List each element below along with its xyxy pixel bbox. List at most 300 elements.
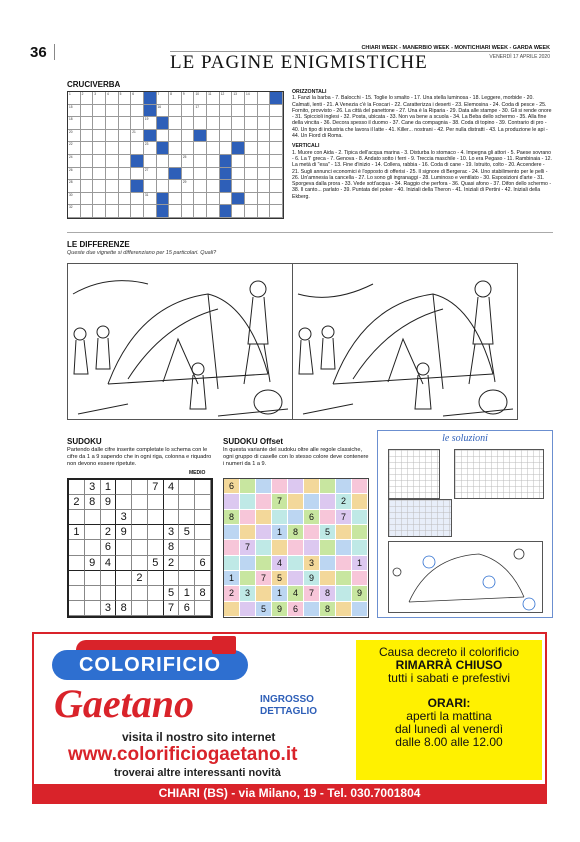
crossword-cell[interactable] <box>81 105 94 118</box>
crossword-cell[interactable] <box>119 142 132 155</box>
offset-empty-cell[interactable] <box>240 510 256 525</box>
crossword-cell[interactable] <box>68 193 81 206</box>
crossword-cell[interactable] <box>131 130 144 143</box>
offset-empty-cell[interactable] <box>288 510 304 525</box>
offset-description: In questa variante del sudoku oltre alle regole classiche, ogni gruppo di caselle con lo stesso colore deve contenere i numeri da 1 a 9. <box>223 447 369 467</box>
crossword-cell[interactable] <box>119 130 132 143</box>
crossword-cell[interactable] <box>144 180 157 193</box>
crossword-cell[interactable] <box>194 180 207 193</box>
sudoku-given-cell: 2 <box>132 571 148 586</box>
crossword-cell[interactable] <box>119 117 132 130</box>
sudoku-empty-cell[interactable] <box>195 601 211 616</box>
crossword-cell[interactable] <box>169 142 182 155</box>
sudoku-given-cell: 1 <box>179 586 195 601</box>
offset-sudoku-grid[interactable] <box>223 478 369 618</box>
crossword-cell[interactable] <box>207 168 220 181</box>
crossword-cell[interactable] <box>270 130 283 143</box>
sudoku-empty-cell[interactable] <box>132 556 148 571</box>
offset-empty-cell[interactable] <box>288 494 304 509</box>
crossword-cell[interactable] <box>270 117 283 130</box>
crossword-cell[interactable] <box>68 142 81 155</box>
crossword-cell[interactable] <box>258 130 271 143</box>
crossword-cell[interactable] <box>220 193 233 206</box>
differences-picture-right[interactable] <box>292 263 518 420</box>
sudoku-empty-cell[interactable] <box>148 510 164 525</box>
crossword-cell[interactable] <box>81 155 94 168</box>
crossword-cell[interactable] <box>207 205 220 218</box>
crossword-cell[interactable] <box>245 130 258 143</box>
crossword-cell[interactable] <box>157 155 170 168</box>
crossword-cell[interactable] <box>270 142 283 155</box>
crossword-cell[interactable] <box>182 180 195 193</box>
offset-empty-cell[interactable] <box>256 525 272 540</box>
crossword-cell[interactable] <box>220 130 233 143</box>
crossword-cell[interactable] <box>194 142 207 155</box>
offset-given-cell: 2 <box>336 494 352 509</box>
crossword-cell[interactable] <box>232 155 245 168</box>
sudoku-empty-cell[interactable] <box>85 571 101 586</box>
sudoku-empty-cell[interactable] <box>148 540 164 555</box>
sudoku-empty-cell[interactable] <box>195 525 211 540</box>
offset-empty-cell[interactable] <box>272 479 288 494</box>
sudoku-empty-cell[interactable] <box>164 495 180 510</box>
crossword-cell[interactable] <box>106 155 119 168</box>
crossword-cell[interactable] <box>258 155 271 168</box>
notice-line-3: tutti i sabati e prefestivi <box>387 671 511 685</box>
crossword-cell[interactable] <box>207 130 220 143</box>
crossword-cell[interactable] <box>81 180 94 193</box>
crossword-cell[interactable] <box>258 180 271 193</box>
crossword-cell[interactable] <box>182 193 195 206</box>
offset-empty-cell[interactable] <box>352 494 368 509</box>
sudoku-empty-cell[interactable] <box>101 571 117 586</box>
crossword-cell[interactable] <box>144 155 157 168</box>
offset-empty-cell[interactable] <box>304 479 320 494</box>
crossword-cell[interactable] <box>81 142 94 155</box>
offset-empty-cell[interactable] <box>336 571 352 586</box>
crossword-cell[interactable] <box>182 205 195 218</box>
sudoku-empty-cell[interactable] <box>195 480 211 495</box>
crossword-clue-number: 6 <box>132 92 135 96</box>
offset-empty-cell[interactable] <box>256 479 272 494</box>
crossword-cell[interactable] <box>207 142 220 155</box>
crossword-cell[interactable] <box>131 92 144 105</box>
crossword-cell[interactable] <box>106 130 119 143</box>
crossword-cell[interactable] <box>119 193 132 206</box>
offset-given-cell: 4 <box>288 586 304 601</box>
sudoku-empty-cell[interactable] <box>85 601 101 616</box>
sudoku-empty-cell[interactable] <box>116 586 132 601</box>
crossword-cell[interactable] <box>131 205 144 218</box>
sudoku-empty-cell[interactable] <box>85 510 101 525</box>
crossword-cell[interactable] <box>232 180 245 193</box>
crossword-cell[interactable] <box>131 142 144 155</box>
sudoku-empty-cell[interactable] <box>116 540 132 555</box>
crossword-cell[interactable] <box>81 92 97 105</box>
offset-empty-cell[interactable] <box>224 525 240 540</box>
crossword-grid[interactable] <box>67 91 284 219</box>
differences-title: LE DIFFERENZE <box>67 240 130 249</box>
offset-empty-cell[interactable] <box>304 494 320 509</box>
offset-empty-cell[interactable] <box>256 540 272 555</box>
crossword-cell[interactable] <box>258 92 271 105</box>
sudoku-empty-cell[interactable] <box>69 540 85 555</box>
crossword-cell[interactable] <box>182 105 195 118</box>
sudoku-empty-cell[interactable] <box>69 601 85 616</box>
crossword-cell[interactable] <box>93 130 106 143</box>
offset-title: SUDOKU Offset <box>223 437 284 446</box>
offset-empty-cell[interactable] <box>320 479 336 494</box>
crossword-cell[interactable] <box>270 180 283 193</box>
crossword-cell[interactable] <box>194 193 207 206</box>
crossword-cell[interactable] <box>245 193 258 206</box>
crossword-cell[interactable] <box>258 117 271 130</box>
crossword-cell[interactable] <box>131 168 144 181</box>
crossword-cell[interactable] <box>194 105 207 118</box>
offset-empty-cell[interactable] <box>240 494 256 509</box>
crossword-cell[interactable] <box>106 92 119 105</box>
crossword-cell[interactable] <box>106 205 119 218</box>
crossword-cell[interactable] <box>81 168 94 181</box>
offset-empty-cell[interactable] <box>256 494 272 509</box>
sudoku-given-cell: 7 <box>164 601 180 616</box>
sudoku-empty-cell[interactable] <box>195 510 211 525</box>
sudoku-empty-cell[interactable] <box>85 525 101 540</box>
crossword-cell[interactable] <box>93 168 106 181</box>
crossword-cell[interactable] <box>220 142 233 155</box>
solutions-title: le soluzioni <box>442 433 488 444</box>
sudoku-empty-cell[interactable] <box>179 556 195 571</box>
offset-empty-cell[interactable] <box>336 602 352 617</box>
crossword-cell[interactable] <box>119 180 132 193</box>
crossword-cell[interactable] <box>93 117 106 130</box>
crossword-cell[interactable] <box>220 105 233 118</box>
offset-empty-cell[interactable] <box>224 494 240 509</box>
crossword-cell[interactable] <box>207 155 220 168</box>
crossword-cell[interactable] <box>169 205 182 218</box>
crossword-cell[interactable] <box>106 117 119 130</box>
ad-website-link[interactable]: www.colorificiogaetano.it <box>68 744 298 765</box>
crossword-clue-number: 32 <box>69 205 73 210</box>
offset-empty-cell[interactable] <box>288 556 304 571</box>
crossword-cell[interactable] <box>106 105 119 118</box>
sudoku-empty-cell[interactable] <box>132 495 148 510</box>
crossword-black-cell <box>220 168 233 181</box>
crossword-cell[interactable] <box>245 92 258 105</box>
sudoku-empty-cell[interactable] <box>164 571 180 586</box>
crossword-black-cell <box>194 130 207 143</box>
crossword-cell[interactable] <box>270 205 283 218</box>
crossword-clue-number: 19 <box>144 117 149 122</box>
crossword-cell[interactable] <box>182 142 195 155</box>
crossword-cell[interactable] <box>68 180 81 193</box>
sudoku-empty-cell[interactable] <box>85 586 101 601</box>
crossword-cell[interactable] <box>81 130 94 143</box>
offset-empty-cell[interactable] <box>304 602 320 617</box>
crossword-cell[interactable] <box>245 205 258 218</box>
sudoku-empty-cell[interactable] <box>69 480 85 495</box>
crossword-cell[interactable] <box>169 180 182 193</box>
offset-empty-cell[interactable] <box>352 525 368 540</box>
hours-line-3: dalle 8.00 alle 12.00 <box>395 735 503 749</box>
sudoku-empty-cell[interactable] <box>179 510 195 525</box>
crossword-cell[interactable] <box>194 117 207 130</box>
logo-colorificio: COLORIFICIO <box>52 650 248 680</box>
offset-given-cell: 9 <box>272 602 288 617</box>
offset-empty-cell[interactable] <box>240 479 256 494</box>
offset-empty-cell[interactable] <box>240 602 256 617</box>
sudoku-given-cell: 2 <box>69 495 85 510</box>
crossword-cell[interactable] <box>258 142 271 155</box>
crossword-black-cell <box>144 130 157 143</box>
crossword-cell[interactable] <box>81 205 94 218</box>
crossword-cell[interactable] <box>258 105 271 118</box>
crossword-cell[interactable] <box>169 117 182 130</box>
crossword-clue-number: 4 <box>106 92 109 96</box>
sudoku-empty-cell[interactable] <box>69 571 85 586</box>
offset-empty-cell[interactable] <box>320 494 336 509</box>
offset-empty-cell[interactable] <box>224 540 240 555</box>
crossword-cell[interactable] <box>245 142 258 155</box>
offset-empty-cell[interactable] <box>240 556 256 571</box>
crossword-cell[interactable] <box>81 117 94 130</box>
crossword-cell[interactable] <box>106 168 119 181</box>
crossword-cell[interactable] <box>270 105 283 118</box>
crossword-cell[interactable] <box>93 193 106 206</box>
crossword-cell[interactable] <box>144 205 157 218</box>
crossword-cell[interactable] <box>232 117 245 130</box>
crossword-cell[interactable] <box>93 180 106 193</box>
crossword-cell[interactable] <box>194 168 207 181</box>
crossword-clue-number: 26 <box>69 167 73 172</box>
offset-empty-cell[interactable] <box>352 602 368 617</box>
sudoku-empty-cell[interactable] <box>179 540 195 555</box>
crossword-cell[interactable] <box>144 193 157 206</box>
offset-empty-cell[interactable] <box>352 571 368 586</box>
offset-empty-cell[interactable] <box>352 510 368 525</box>
sudoku-empty-cell[interactable] <box>179 495 195 510</box>
crossword-cell[interactable] <box>245 180 258 193</box>
offset-given-cell: 9 <box>304 571 320 586</box>
crossword-cell[interactable] <box>258 193 271 206</box>
offset-empty-cell[interactable] <box>336 540 352 555</box>
sudoku-empty-cell[interactable] <box>179 480 195 495</box>
crossword-cell[interactable] <box>144 142 157 155</box>
offset-given-cell: 8 <box>320 602 336 617</box>
crossword-cell[interactable] <box>131 105 144 118</box>
offset-empty-cell[interactable] <box>224 556 240 571</box>
crossword-cell[interactable] <box>270 168 283 181</box>
crossword-cell[interactable] <box>207 92 220 105</box>
offset-empty-cell[interactable] <box>304 540 320 555</box>
offset-empty-cell[interactable] <box>336 586 352 601</box>
crossword-cell[interactable] <box>245 155 258 168</box>
crossword-cell[interactable] <box>131 117 144 130</box>
crossword-cell[interactable] <box>182 130 195 143</box>
crossword-cell[interactable] <box>169 92 182 105</box>
sudoku-title: SUDOKU <box>67 437 102 446</box>
crossword-cell[interactable] <box>220 117 233 130</box>
offset-empty-cell[interactable] <box>272 510 288 525</box>
offset-empty-cell[interactable] <box>352 540 368 555</box>
crossword-cell[interactable] <box>258 168 271 181</box>
advertisement[interactable] <box>32 632 547 804</box>
crossword-cell[interactable] <box>119 155 132 168</box>
sudoku-empty-cell[interactable] <box>148 601 164 616</box>
sudoku-empty-cell[interactable] <box>148 495 164 510</box>
crossword-cell[interactable] <box>232 105 245 118</box>
crossword-cell[interactable] <box>169 155 182 168</box>
sudoku-empty-cell[interactable] <box>132 601 148 616</box>
crossword-cell[interactable] <box>119 168 132 181</box>
crossword-cell[interactable] <box>93 92 106 105</box>
sudoku-empty-cell[interactable] <box>85 540 101 555</box>
crossword-cell[interactable] <box>157 180 170 193</box>
offset-empty-cell[interactable] <box>320 556 336 571</box>
sudoku-empty-cell[interactable] <box>179 571 195 586</box>
crossword-cell[interactable] <box>207 193 220 206</box>
sudoku-empty-cell[interactable] <box>116 571 132 586</box>
offset-empty-cell[interactable] <box>272 540 288 555</box>
sudoku-empty-cell[interactable] <box>101 510 117 525</box>
hours-line-2: dal lunedì al venerdì <box>394 722 504 736</box>
offset-empty-cell[interactable] <box>256 556 272 571</box>
offset-empty-cell[interactable] <box>224 602 240 617</box>
crossword-cell[interactable] <box>68 155 81 168</box>
crossword-cell[interactable] <box>93 155 106 168</box>
sudoku-given-cell: 2 <box>164 556 180 571</box>
sudoku-empty-cell[interactable] <box>195 571 211 586</box>
crossword-cell[interactable] <box>119 205 132 218</box>
offset-empty-cell[interactable] <box>304 525 320 540</box>
crossword-cell[interactable] <box>81 193 94 206</box>
crossword-cell[interactable] <box>157 168 170 181</box>
sudoku-empty-cell[interactable] <box>195 540 211 555</box>
sudoku-empty-cell[interactable] <box>148 571 164 586</box>
sudoku-empty-cell[interactable] <box>116 480 132 495</box>
sudoku-given-cell: 5 <box>164 586 180 601</box>
sudoku-empty-cell[interactable] <box>101 586 117 601</box>
crossword-cell[interactable] <box>207 117 220 130</box>
offset-empty-cell[interactable] <box>336 556 352 571</box>
crossword-cell[interactable] <box>194 205 207 218</box>
crossword-black-cell <box>131 180 144 193</box>
crossword-cell[interactable] <box>169 105 182 118</box>
offset-empty-cell[interactable] <box>352 479 368 494</box>
crossword-cell[interactable] <box>106 142 119 155</box>
sudoku-empty-cell[interactable] <box>164 510 180 525</box>
offset-empty-cell[interactable] <box>288 571 304 586</box>
offset-empty-cell[interactable] <box>288 479 304 494</box>
offset-empty-cell[interactable] <box>336 525 352 540</box>
crossword-cell[interactable] <box>93 205 106 218</box>
crossword-cell[interactable] <box>194 92 207 105</box>
crossword-cell[interactable] <box>207 105 220 118</box>
offset-empty-cell[interactable] <box>240 571 256 586</box>
solutions-box <box>377 430 553 618</box>
sudoku-empty-cell[interactable] <box>132 586 148 601</box>
crossword-cell[interactable] <box>106 180 119 193</box>
crossword-cell[interactable] <box>270 155 283 168</box>
crossword-cell[interactable] <box>68 92 81 105</box>
crossword-clue-number: 11 <box>208 92 212 96</box>
crossword-cell[interactable] <box>182 92 195 105</box>
offset-empty-cell[interactable] <box>256 586 272 601</box>
crossword-cell[interactable] <box>258 205 271 218</box>
sudoku-empty-cell[interactable] <box>132 540 148 555</box>
sudoku-empty-cell[interactable] <box>69 556 85 571</box>
crossword-cell[interactable] <box>220 92 233 105</box>
offset-given-cell: 7 <box>336 510 352 525</box>
crossword-cell[interactable] <box>182 155 195 168</box>
crossword-cell[interactable] <box>68 117 81 130</box>
crossword-cell[interactable] <box>119 105 132 118</box>
crossword-cell[interactable] <box>119 92 135 105</box>
crossword-cell[interactable] <box>106 193 119 206</box>
sudoku-grid[interactable] <box>67 478 213 618</box>
offset-empty-cell[interactable] <box>336 479 352 494</box>
crossword-cell[interactable] <box>157 105 170 118</box>
crossword-cell[interactable] <box>270 193 283 206</box>
offset-empty-cell[interactable] <box>240 525 256 540</box>
sudoku-given-cell: 1 <box>101 480 117 495</box>
crossword-cell[interactable] <box>232 130 245 143</box>
sudoku-empty-cell[interactable] <box>132 480 148 495</box>
crossword-cell[interactable] <box>68 105 81 118</box>
crossword-cell[interactable] <box>245 168 258 181</box>
crossword-cell[interactable] <box>68 130 81 143</box>
offset-empty-cell[interactable] <box>320 540 336 555</box>
crossword-cell[interactable] <box>169 130 182 143</box>
crossword-cell[interactable] <box>93 142 106 155</box>
crossword-cell[interactable] <box>68 168 81 181</box>
crossword-cell[interactable] <box>157 92 170 105</box>
crossword-cell[interactable] <box>232 92 245 105</box>
sudoku-given-cell: 3 <box>85 480 101 495</box>
crossword-cell[interactable] <box>131 193 144 206</box>
sudoku-empty-cell[interactable] <box>148 586 164 601</box>
crossword-cell[interactable] <box>144 168 157 181</box>
crossword-cell[interactable] <box>68 205 81 218</box>
crossword-cell[interactable] <box>232 168 245 181</box>
crossword-cell[interactable] <box>232 205 245 218</box>
sudoku-empty-cell[interactable] <box>132 510 148 525</box>
sudoku-empty-cell[interactable] <box>195 495 211 510</box>
crossword-cell[interactable] <box>245 105 258 118</box>
offset-empty-cell[interactable] <box>320 510 336 525</box>
crossword-cell[interactable] <box>182 117 195 130</box>
sudoku-empty-cell[interactable] <box>116 556 132 571</box>
crossword-cell[interactable] <box>245 117 258 130</box>
crossword-cell[interactable] <box>182 168 195 181</box>
crossword-cell[interactable] <box>207 180 220 193</box>
sudoku-empty-cell[interactable] <box>69 586 85 601</box>
offset-empty-cell[interactable] <box>256 510 272 525</box>
crossword-cell[interactable] <box>144 117 157 130</box>
sudoku-empty-cell[interactable] <box>69 510 85 525</box>
crossword-cell[interactable] <box>169 193 182 206</box>
sudoku-empty-cell[interactable] <box>116 495 132 510</box>
sudoku-empty-cell[interactable] <box>148 525 164 540</box>
offset-empty-cell[interactable] <box>288 540 304 555</box>
crossword-cell[interactable] <box>157 130 170 143</box>
differences-picture-left[interactable] <box>67 263 293 420</box>
offset-empty-cell[interactable] <box>320 571 336 586</box>
solution-offset <box>454 449 544 499</box>
crossword-cell[interactable] <box>93 105 106 118</box>
crossword-cell[interactable] <box>194 155 207 168</box>
sudoku-empty-cell[interactable] <box>132 525 148 540</box>
